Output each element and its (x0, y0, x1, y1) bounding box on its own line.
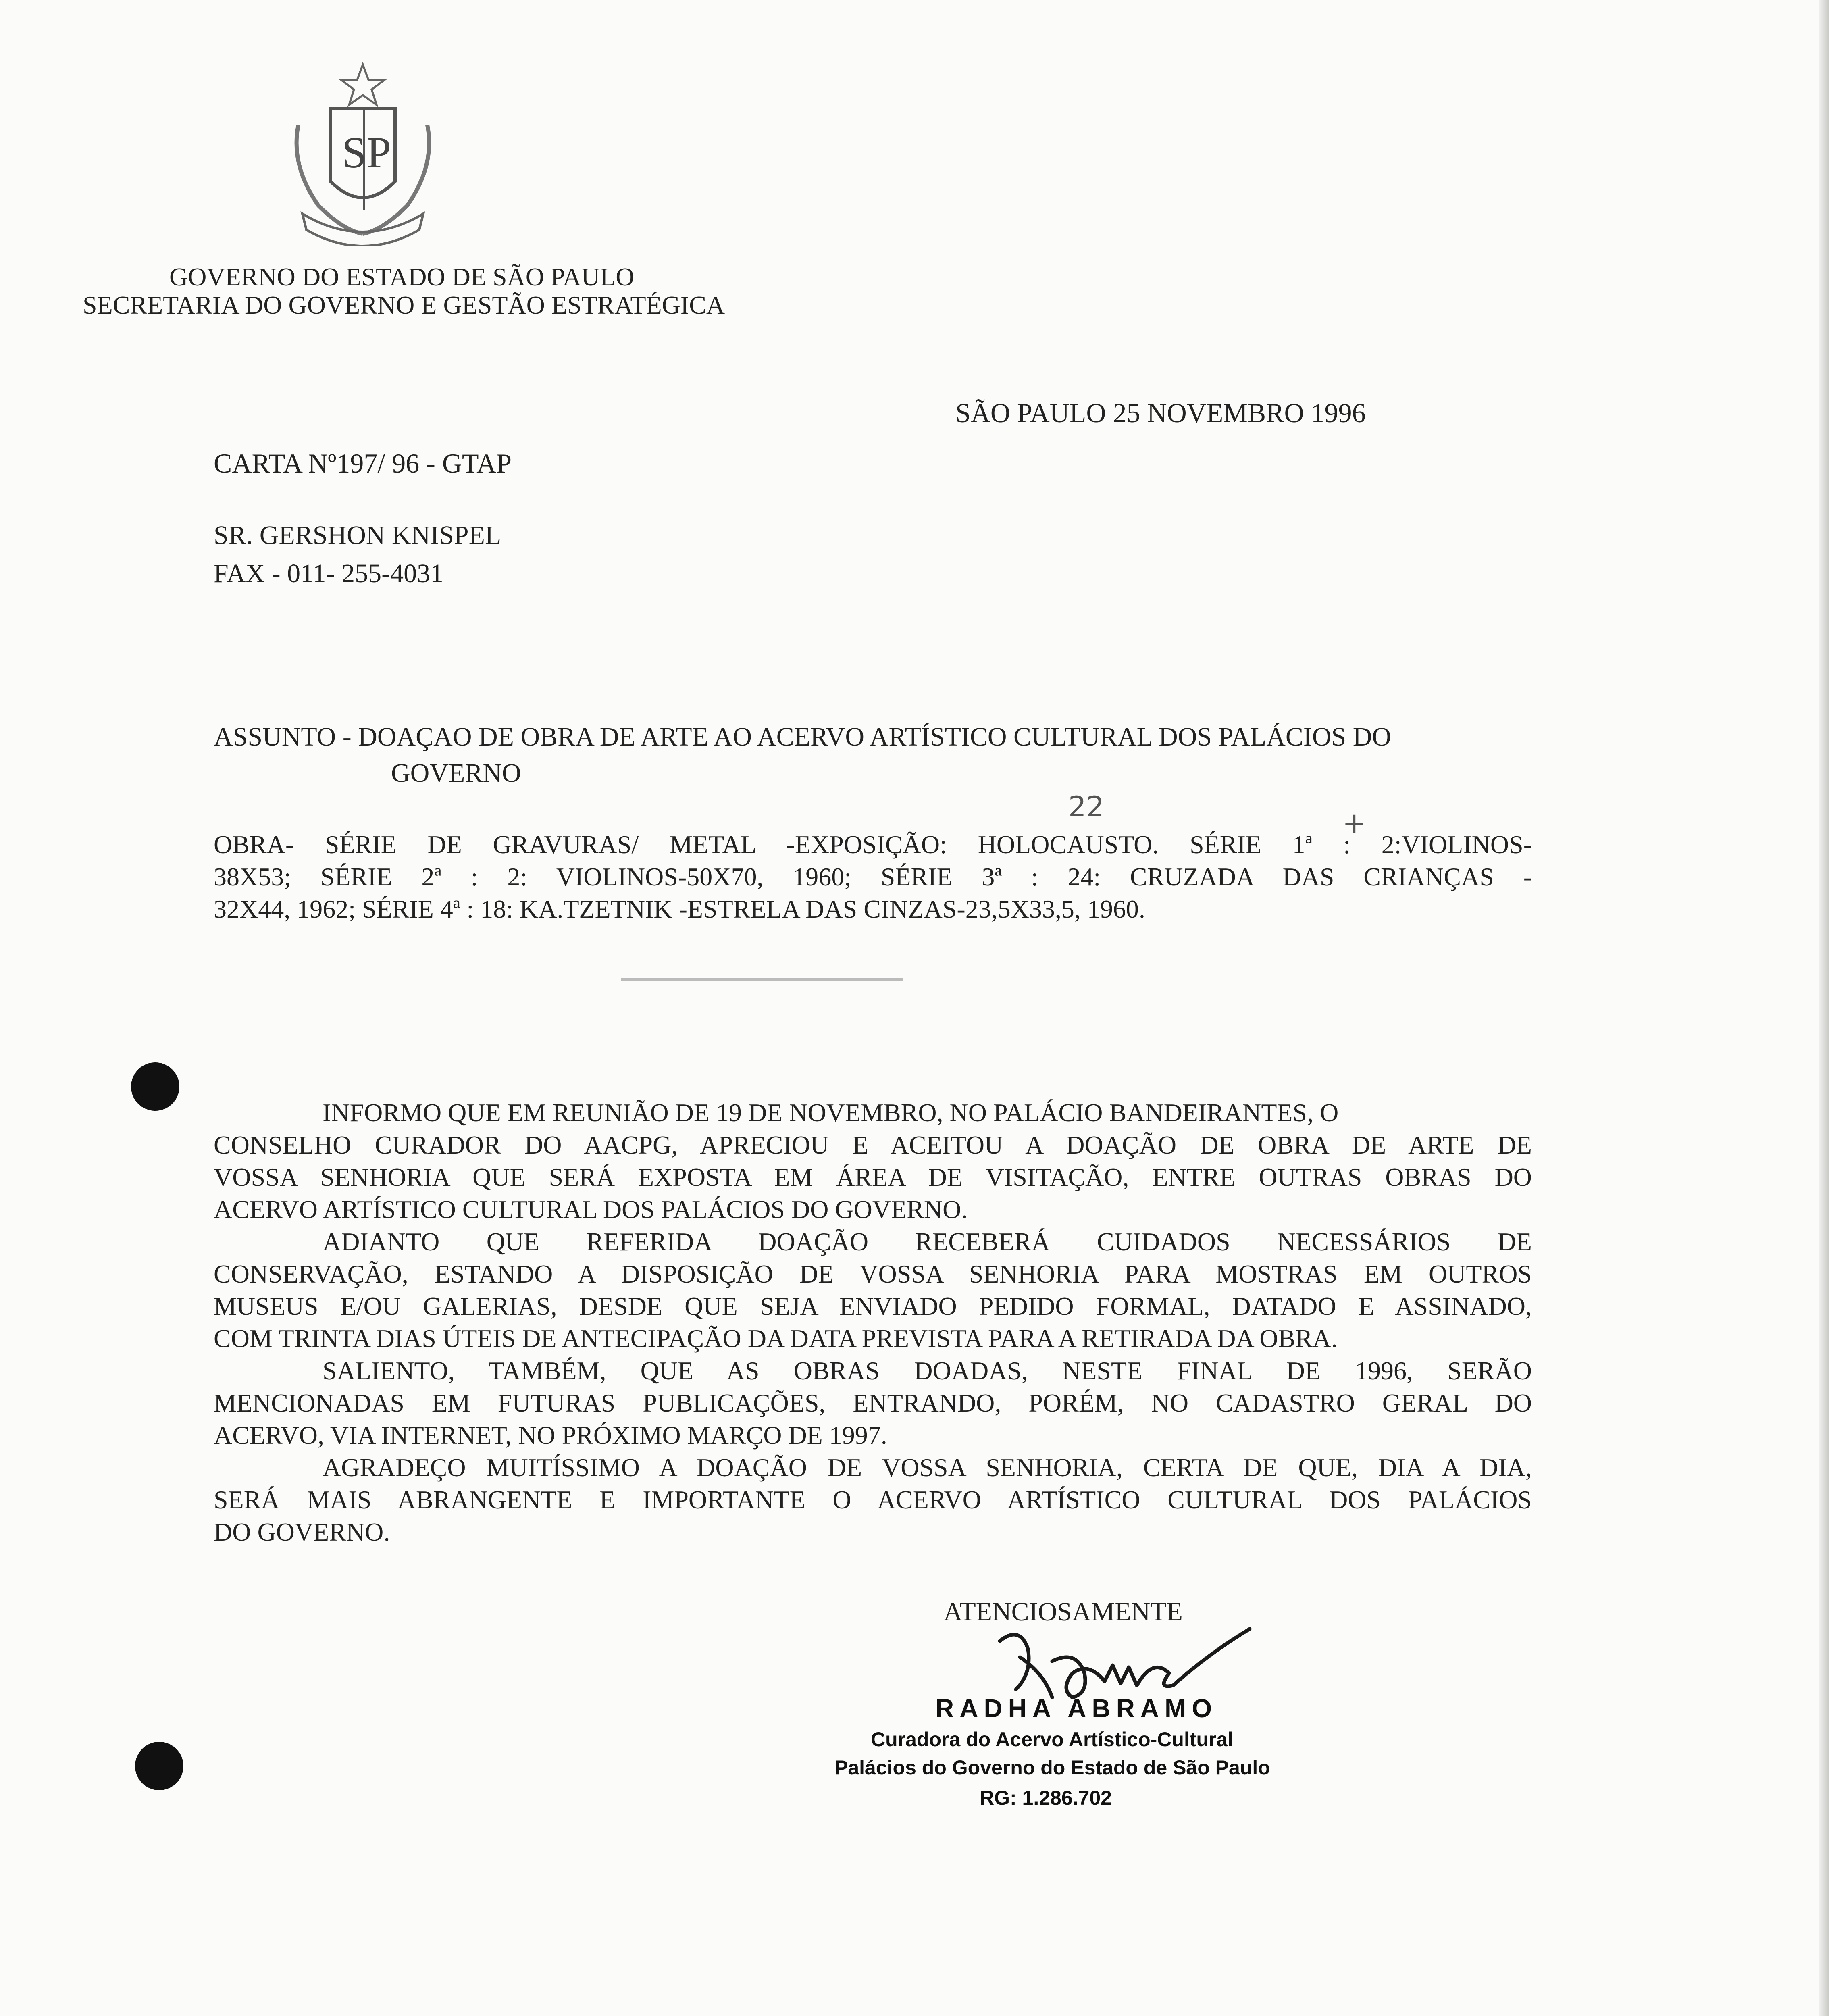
body-line: CONSERVAÇÃO, ESTANDO A DISPOSIÇÃO DE VOSSA SENHORIA PARA MOSTRAS EM OUTROS (214, 1260, 1532, 1288)
body-line: ADIANTO QUE REFERIDA DOAÇÃO RECEBERÁ CUIDADOS NECESSÁRIOS DE (323, 1227, 1532, 1256)
body-line: COM TRINTA DIAS ÚTEIS DE ANTECIPAÇÃO DA DATA PREVISTA PARA A RETIRADA DA OBRA. (214, 1324, 1338, 1353)
work-line: 32X44, 1962; SÉRIE 4ª : 18: KA.TZETNIK -ESTRELA DAS CINZAS-23,5X33,5, 1960. (214, 895, 1145, 923)
body-line: CONSELHO CURADOR DO AACPG, APRECIOU E ACEITOU A DOAÇÃO DE OBRA DE ARTE DE (214, 1131, 1532, 1159)
handwritten-note: 22 (1068, 790, 1105, 823)
page-edge-shadow (1819, 0, 1829, 2016)
header-government: GOVERNO DO ESTADO DE SÃO PAULO (169, 262, 635, 291)
body-line: ACERVO ARTÍSTICO CULTURAL DOS PALÁCIOS DO GOVERNO. (214, 1195, 968, 1224)
recipient-fax: FAX - 011- 255-4031 (214, 559, 444, 588)
body-line: VOSSA SENHORIA QUE SERÁ EXPOSTA EM ÁREA DE VISITAÇÃO, ENTRE OUTRAS OBRAS DO (214, 1163, 1532, 1191)
body-line: MUSEUS E/OU GALERIAS, DESDE QUE SEJA ENVIADO PEDIDO FORMAL, DATADO E ASSINADO, (214, 1292, 1532, 1320)
work-line: OBRA- SÉRIE DE GRAVURAS/ METAL -EXPOSIÇÃO: HOLOCAUSTO. SÉRIE 1ª : 2:VIOLINOS- (214, 830, 1532, 859)
work-line: 38X53; SÉRIE 2ª : 2: VIOLINOS-50X70, 1960; SÉRIE 3ª : 24: CRUZADA DAS CRIANÇAS - (214, 862, 1532, 891)
body-line: INFORMO QUE EM REUNIÃO DE 19 DE NOVEMBRO, NO PALÁCIO BANDEIRANTES, O (323, 1098, 1339, 1127)
header-secretariat: SECRETARIA DO GOVERNO E GESTÃO ESTRATÉGICA (83, 291, 725, 319)
subject-line: ASSUNTO - DOAÇAO DE OBRA DE ARTE AO ACERVO ARTÍSTICO CULTURAL DOS PALÁCIOS DO (214, 722, 1392, 752)
body-line: SERÁ MAIS ABRANGENTE E IMPORTANTE O ACERVO ARTÍSTICO CULTURAL DOS PALÁCIOS (214, 1485, 1532, 1514)
body-line: MENCIONADAS EM FUTURAS PUBLICAÇÕES, ENTRANDO, PORÉM, NO CADASTRO GERAL DO (214, 1389, 1532, 1417)
recipient-name: SR. GERSHON KNISPEL (214, 521, 501, 550)
punch-hole (131, 1062, 179, 1111)
body-line: ACERVO, VIA INTERNET, NO PRÓXIMO MARÇO DE 1997. (214, 1421, 887, 1450)
handwritten-mark: + (1342, 806, 1366, 839)
signatory-organization: Palácios do Governo do Estado de São Paulo (834, 1756, 1270, 1779)
letter-body (214, 1097, 1532, 1548)
emblem-letters: SP (342, 128, 391, 177)
subject-continuation: GOVERNO (391, 758, 521, 788)
body-line: AGRADEÇO MUITÍSSIMO A DOAÇÃO DE VOSSA SENHORIA, CERTA DE QUE, DIA A DIA, (323, 1453, 1532, 1482)
body-line: SALIENTO, TAMBÉM, QUE AS OBRAS DOADAS, NESTE FINAL DE 1996, SERÃO (323, 1356, 1532, 1385)
body-line: DO GOVERNO. (214, 1518, 390, 1546)
signatory-title: Curadora do Acervo Artístico-Cultural (871, 1728, 1234, 1751)
divider (621, 978, 903, 981)
state-coat-of-arms-icon (282, 60, 443, 246)
work-description (214, 829, 1532, 925)
date-line: SÃO PAULO 25 NOVEMBRO 1996 (955, 398, 1366, 428)
letter-reference: CARTA Nº197/ 96 - GTAP (214, 448, 512, 479)
punch-hole (135, 1742, 183, 1790)
closing: ATENCIOSAMENTE (943, 1597, 1183, 1627)
signatory-rg: RG: 1.286.702 (980, 1787, 1112, 1809)
signatory-name: RADHA ABRAMO (935, 1694, 1218, 1723)
